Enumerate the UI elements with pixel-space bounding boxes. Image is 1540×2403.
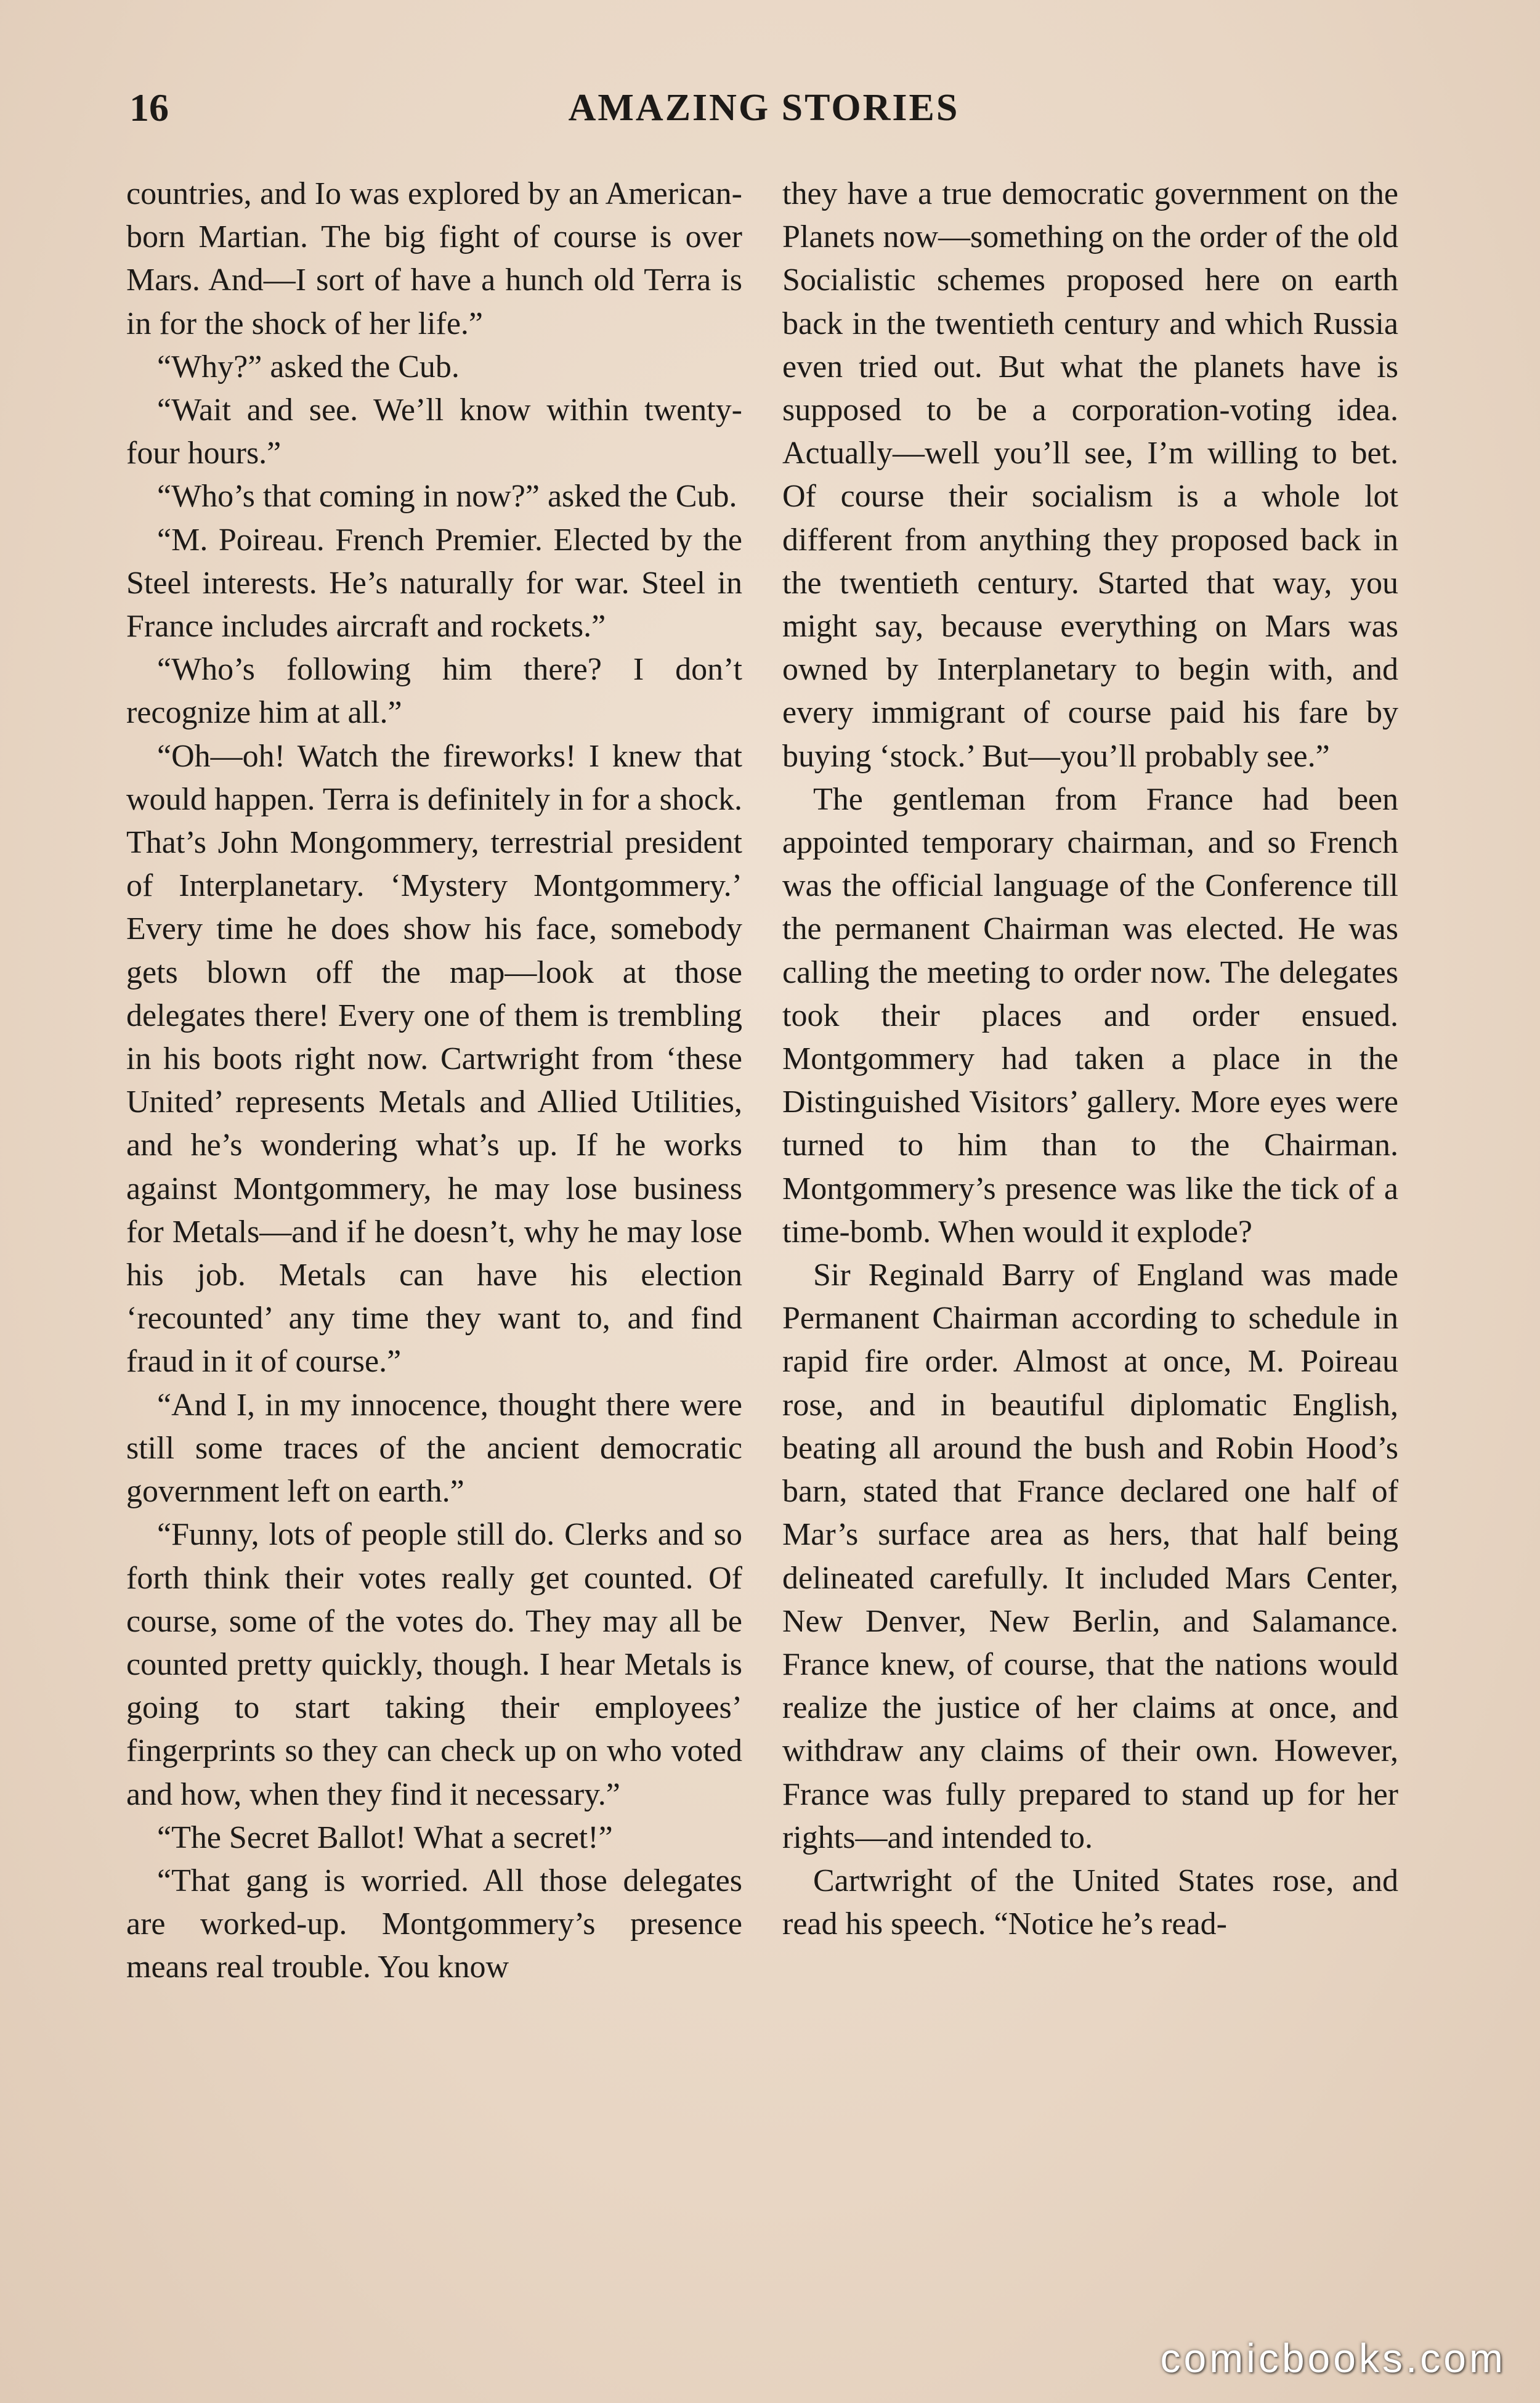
paragraph: countries, and Io was explored by an American-born Martian. The big fight of course is over Mars. And—I sort of have a hunch old Terra is in for the shock of her life.” bbox=[126, 176, 742, 341]
paragraph: “Who’s following him there? I don’t recognize him at all.” bbox=[126, 652, 742, 731]
paragraph: “That gang is worried. All those delegates are worked-up. Montgommery’s presence means real trouble. You know bbox=[126, 1863, 742, 1985]
paragraph: “The Secret Ballot! What a secret!” bbox=[157, 1820, 613, 1855]
right-column bbox=[782, 173, 1398, 1946]
paragraph: “Who’s that coming in now?” asked the Cub. bbox=[157, 479, 737, 514]
paragraph: “Oh—oh! Watch the fireworks! I knew that would happen. Terra is definitely in for a shock. That’s John Mongommery, terrestrial president of Interplanetary. ‘Mystery Montgommery.’ Every time he does show his face, somebody gets blown off the map—look at those delegates there! Every one of them is trembling in his boots right now. Cartwright from ‘these United’ represents Metals and Allied Utilities, and he’s wondering what’s up. If he works against Montgommery, he may lose business for Metals—and if he doesn’t, why he may lose his job. Metals can have his election ‘recounted’ any time they want to, and find fraud in it of course.” bbox=[126, 738, 742, 1380]
paragraph: “And I, in my innocence, thought there were still some traces of the ancient democratic government left on earth.” bbox=[126, 1387, 742, 1510]
paragraph: “Why?” asked the Cub. bbox=[157, 349, 460, 384]
paragraph: they have a true democratic government on the Planets now—something on the order of the old Socialistic schemes proposed here on earth back in the twentieth century and which Russia even tried out. But what the planets have is supposed to be a corporation-voting idea. Actually—well you’ll see, I’m willing to bet. Of course their socialism is a whole lot different from anything they proposed back in the twentieth century. Started that way, you might say, because everything on Mars was owned by Interplanetary to begin with, and every immigrant of course paid his fare by buying ‘stock.’ But—you’ll probably see.” bbox=[782, 176, 1398, 774]
page-header bbox=[129, 80, 1398, 136]
left-column bbox=[126, 173, 742, 1990]
paragraph: The gentleman from France had been appointed temporary chairman, and so French was the official language of the Conference till the permanent Chairman was elected. He was calling the meeting to order now. The delegates took their places and order ensued. Montgommery had taken a place in the Distinguished Visitors’ gallery. More eyes were turned to him than to the Chairman. Montgommery’s presence was like the tick of a time-bomb. When would it explode? bbox=[782, 781, 1398, 1250]
paragraph: Cartwright of the United States rose, and read his speech. “Notice he’s read- bbox=[782, 1863, 1398, 1942]
paragraph: “Wait and see. We’ll know within twenty-four hours.” bbox=[126, 392, 742, 471]
paragraph: “M. Poireau. French Premier. Elected by the Steel interests. He’s naturally for war. Steel in France includes aircraft and rockets.” bbox=[126, 522, 742, 644]
site-watermark: comicbooks.com bbox=[1160, 2335, 1506, 2381]
running-title: AMAZING STORIES bbox=[568, 87, 960, 129]
page-number: 16 bbox=[129, 86, 169, 129]
paragraph: “Funny, lots of people still do. Clerks and so forth think their votes really get counted. Of course, some of the votes do. They may all be counted pretty quickly, though. I hear Metals is going to start taking their employees’ fingerprints so they can check up on who voted and how, when they find it necessary.” bbox=[126, 1517, 742, 1812]
paragraph: Sir Reginald Barry of England was made Permanent Chairman according to schedule in rapid fire order. Almost at once, M. Poireau rose, and in beautiful diplomatic English, beating all around the bush and Robin Hood’s barn, stated that France declared one half of Mar’s surface area as hers, that half being delineated carefully. It included Mars Center, New Denver, New Berlin, and Salamance. France knew, of course, that the nations would realize the justice of her claims at once, and withdraw any claims of their own. However, France was fully prepared to stand up for her rights—and intended to. bbox=[782, 1258, 1398, 1855]
